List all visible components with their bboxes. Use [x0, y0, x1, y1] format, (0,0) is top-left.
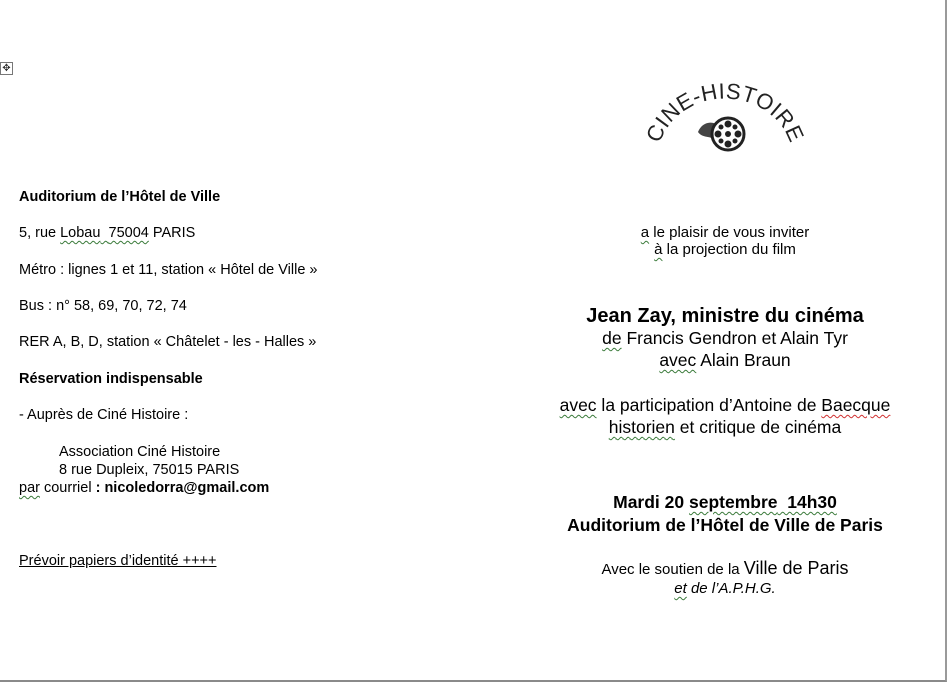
with-avec: avec	[659, 350, 697, 370]
with-name: Alain Braun	[696, 350, 791, 370]
association-name: Association Ciné Histoire	[59, 444, 221, 460]
email-line	[19, 480, 269, 496]
invite-a: a	[640, 224, 650, 241]
email-colon: :	[95, 480, 105, 496]
date-month: septembre	[689, 492, 778, 512]
venue-full: Auditorium de l’Hôtel de Ville de Paris	[567, 515, 883, 535]
email-prefix: par	[19, 480, 40, 496]
id-notice: Prévoir papiers d’identité ++++	[19, 553, 217, 569]
directors-names: Francis Gendron et Alain Tyr	[621, 328, 848, 348]
rer-line: RER A, B, D, station « Châtelet - les - Halles »	[19, 334, 317, 350]
table-move-handle-icon[interactable]: ✥	[0, 62, 13, 75]
invite-text-1: le plaisir de vous inviter	[649, 224, 810, 241]
film-title: Jean Zay, ministre du cinéma	[586, 305, 864, 327]
historien-line	[480, 417, 947, 438]
participation-middle: la participation d’Antoine de	[596, 395, 822, 415]
reservation-with: - Auprès de Ciné Histoire :	[19, 407, 189, 423]
historien-word: historien	[608, 417, 675, 437]
logo-text: CINE-HISTOIRE	[640, 78, 810, 146]
date-line	[480, 492, 947, 513]
date-prefix: Mardi 20	[613, 492, 689, 512]
address-zip: 75004	[108, 225, 149, 241]
support-line	[480, 558, 947, 579]
cine-histoire-logo	[640, 70, 810, 170]
address-space	[100, 225, 108, 241]
address-prefix: 5, rue	[19, 225, 61, 241]
with-line	[480, 350, 947, 371]
reservation-title: Réservation indispensable	[19, 371, 203, 387]
aphg-line	[480, 580, 947, 597]
participation-line	[480, 395, 947, 416]
invite-line-1	[480, 224, 947, 241]
invite-text-2: la projection du film	[662, 241, 796, 258]
email-value[interactable]: nicoledorra@gmail.com	[104, 480, 270, 496]
address-line	[19, 225, 195, 241]
invite-line-2	[480, 241, 947, 258]
invite-a-accent: à	[654, 241, 663, 258]
aphg-rest: de l’A.P.H.G.	[686, 580, 776, 597]
email-label: courriel	[39, 480, 96, 496]
venue-title: Auditorium de l’Hôtel de Ville	[19, 189, 221, 205]
metro-line: Métro : lignes 1 et 11, station « Hôtel de Ville »	[19, 262, 318, 278]
association-address: 8 rue Dupleix, 75015 PARIS	[59, 462, 240, 478]
address-city: PARIS	[148, 225, 196, 241]
directors-de: de	[602, 328, 622, 348]
address-street: Lobau	[60, 225, 101, 241]
participation-name: Baecque	[821, 395, 891, 415]
historien-rest: et critique de cinéma	[674, 417, 842, 437]
participation-avec: avec	[559, 395, 597, 415]
date-time: 14h30	[777, 492, 837, 512]
aphg-et: et	[674, 580, 687, 597]
film-reel-icon	[698, 118, 744, 150]
support-prefix: Avec le soutien de la	[601, 561, 744, 578]
directors-line	[480, 328, 947, 349]
support-city: Ville de Paris	[743, 558, 849, 578]
bus-line: Bus : n° 58, 69, 70, 72, 74	[19, 298, 187, 314]
